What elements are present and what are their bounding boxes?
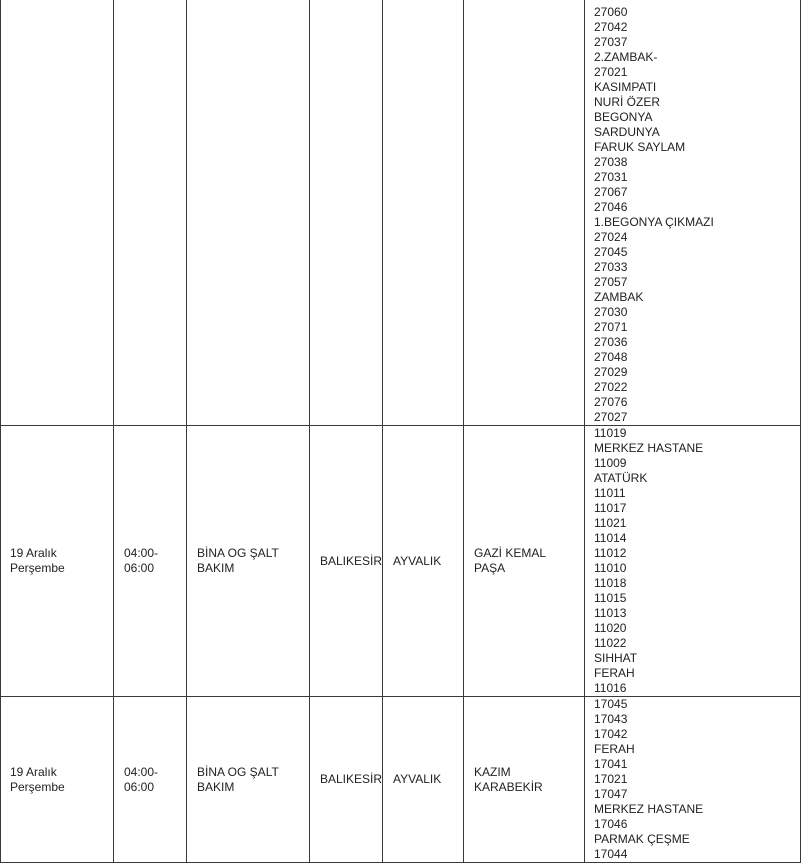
street-item: ATATÜRK [594, 471, 648, 485]
city-cell [310, 0, 383, 426]
street-item: 11011 [594, 486, 626, 500]
street-item: 27029 [594, 365, 628, 379]
street-item: 27036 [594, 335, 628, 349]
street-item: MERKEZ HASTANE [594, 441, 704, 455]
street-item: 27057 [594, 275, 628, 289]
street-item: 27031 [594, 170, 628, 184]
city-cell: BALIKESİR [310, 697, 383, 863]
street-item: FARUK SAYLAM [594, 140, 686, 154]
street-item: 17021 [594, 772, 628, 786]
street-item: 11015 [594, 591, 627, 605]
street-item: FERAH [594, 742, 635, 756]
street-item: 27037 [594, 35, 628, 49]
reason-cell: BİNA OG ŞALT BAKIM [187, 697, 310, 863]
time-cell [114, 0, 187, 426]
street-item: ZAMBAK [594, 290, 644, 304]
street-item: BEGONYA [594, 110, 653, 124]
street-item: 27071 [594, 320, 628, 334]
street-item: 27046 [594, 200, 628, 214]
streets-cell [585, 426, 801, 697]
street-item: PARMAK ÇEŞME [594, 832, 690, 846]
street-item: 27024 [594, 230, 628, 244]
street-item: 17047 [594, 787, 628, 801]
street-item: 27038 [594, 155, 628, 169]
street-item: FERAH [594, 666, 635, 680]
street-item: 17044 [594, 847, 628, 861]
table-row [0, 426, 801, 697]
time-cell: 04:00-06:00 [114, 426, 187, 697]
time-cell: 04:00-06:00 [114, 697, 187, 863]
table-row [0, 0, 801, 426]
street-item: 11013 [594, 606, 627, 620]
street-item: 11022 [594, 636, 627, 650]
street-item: 11016 [594, 681, 627, 695]
reason-cell [187, 0, 310, 426]
street-item: 17043 [594, 712, 628, 726]
street-item: 11018 [594, 576, 627, 590]
neighborhood-cell: GAZİ KEMAL PAŞA [464, 426, 585, 697]
neighborhood-cell: KAZIM KARABEKİR [464, 697, 585, 863]
street-item: 27042 [594, 20, 628, 34]
neighborhood-cell [464, 0, 585, 426]
date-cell [0, 0, 114, 426]
district-cell [383, 0, 464, 426]
street-item: 11021 [594, 516, 627, 530]
street-item: 17042 [594, 727, 628, 741]
street-item: 27027 [594, 410, 628, 424]
street-item: 11019 [594, 426, 627, 440]
street-item: SARDUNYA [594, 125, 660, 139]
street-item: 11020 [594, 621, 627, 635]
street-item: 17041 [594, 757, 628, 771]
street-item: NURİ ÖZER [594, 95, 660, 109]
district-cell: AYVALIK [383, 426, 464, 697]
city-cell: BALIKESİR [310, 426, 383, 697]
street-item: 27067 [594, 185, 628, 199]
date-cell: 19 Aralık Perşembe [0, 426, 114, 697]
street-item: 11009 [594, 456, 627, 470]
street-item: 2.ZAMBAK- [594, 50, 658, 64]
street-item: 27045 [594, 245, 628, 259]
street-item: 11010 [594, 561, 627, 575]
street-item: 27021 [594, 65, 628, 79]
street-item: 27076 [594, 395, 628, 409]
street-item: 17046 [594, 817, 628, 831]
reason-cell: BİNA OG ŞALT BAKIM [187, 426, 310, 697]
street-item: SIHHAT [594, 651, 638, 665]
date-cell: 19 Aralık Perşembe [0, 697, 114, 863]
street-item: 27060 [594, 5, 628, 19]
street-item: 17045 [594, 697, 628, 711]
street-item: 1.BEGONYA ÇIKMAZI [594, 215, 714, 229]
street-item: 27033 [594, 260, 628, 274]
district-cell: AYVALIK [383, 697, 464, 863]
streets-cell [585, 697, 801, 863]
street-item: 27022 [594, 380, 628, 394]
street-item: 27030 [594, 305, 628, 319]
street-item: MERKEZ HASTANE [594, 802, 704, 816]
street-item: 27048 [594, 350, 628, 364]
street-item: KASIMPATI [594, 80, 657, 94]
table-row [0, 697, 801, 863]
street-item: 11014 [594, 531, 627, 545]
street-item: 11012 [594, 546, 627, 560]
streets-cell [585, 0, 801, 426]
street-item: 11017 [594, 501, 627, 515]
